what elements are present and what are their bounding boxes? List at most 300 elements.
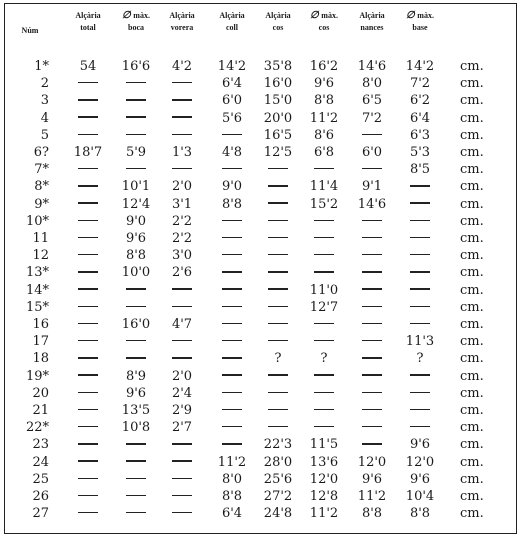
table-cell <box>268 264 288 281</box>
table-cell <box>410 178 430 195</box>
table-cell <box>410 419 430 436</box>
table-cell <box>222 230 242 247</box>
table-cell <box>126 488 146 505</box>
table-cell: 14'2 <box>217 59 247 74</box>
empty-dash <box>314 340 334 341</box>
table-cell: ? <box>416 351 424 367</box>
table-cell <box>78 368 98 385</box>
empty-dash <box>222 254 242 255</box>
table-cell: 22'3 <box>263 437 293 453</box>
table-cell: 7'2 <box>409 76 431 92</box>
empty-dash <box>362 323 382 324</box>
row-number: 16 <box>32 317 49 332</box>
empty-dash <box>78 202 98 203</box>
table-row <box>0 471 523 488</box>
table-cell <box>172 282 192 299</box>
table-row <box>0 161 523 178</box>
table-cell: 14'6 <box>357 59 387 74</box>
table-cell <box>78 385 98 402</box>
table-cell: 6'4 <box>221 76 243 92</box>
diameter-symbol: ∅ <box>122 10 134 21</box>
table-cell <box>362 247 382 264</box>
table-cell <box>268 419 288 436</box>
table-cell <box>78 247 98 264</box>
unit-label: cm. <box>460 93 484 109</box>
table-cell: 15'0 <box>263 93 293 109</box>
empty-dash <box>362 288 382 289</box>
empty-dash <box>268 168 288 169</box>
empty-dash <box>222 374 242 375</box>
empty-dash <box>78 443 98 444</box>
table-cell <box>314 247 334 264</box>
table-cell: 6'4 <box>409 110 431 126</box>
empty-dash <box>268 323 288 324</box>
table-cell <box>268 402 288 419</box>
row-number: 10* <box>25 213 49 229</box>
column-header <box>22 25 39 37</box>
empty-dash <box>222 306 242 307</box>
empty-dash <box>126 168 146 169</box>
table-cell <box>268 368 288 385</box>
empty-dash <box>268 409 288 410</box>
empty-dash <box>410 271 430 272</box>
row-number: 7* <box>34 162 49 178</box>
unit-label: cm. <box>460 351 484 367</box>
table-row <box>0 282 523 299</box>
row-number: 11 <box>32 231 49 246</box>
table-cell <box>222 316 242 333</box>
table-cell: 11'2 <box>309 506 339 522</box>
empty-dash <box>78 357 98 358</box>
empty-dash <box>78 478 98 479</box>
unit-label: cm. <box>460 213 484 229</box>
table-cell: 5'6 <box>221 110 243 126</box>
table-cell <box>126 454 146 471</box>
row-number: 2 <box>40 76 49 92</box>
table-cell: 9'0 <box>125 213 147 229</box>
column-header-line: Alçària <box>359 11 385 20</box>
table-cell: 8'6 <box>313 127 335 143</box>
empty-dash <box>268 288 288 289</box>
table-cell: 16'0 <box>121 317 151 332</box>
table-cell <box>410 213 430 230</box>
column-header <box>122 10 150 34</box>
table-cell: ? <box>320 351 328 367</box>
table-cell: 9'6 <box>409 471 431 487</box>
table-cell: 16'0 <box>263 76 293 92</box>
table-cell <box>410 368 430 385</box>
table-cell: 2'2 <box>171 231 193 246</box>
row-number: 23 <box>32 437 49 453</box>
table-cell: 6'2 <box>409 93 431 109</box>
table-cell <box>314 316 334 333</box>
column-header-line: boca <box>127 23 144 32</box>
table-row <box>0 178 523 195</box>
table-cell: 11'4 <box>309 179 339 195</box>
table-cell <box>314 161 334 178</box>
unit-label: cm. <box>460 196 484 212</box>
table-cell <box>362 299 382 316</box>
table-cell: 16'2 <box>309 59 339 74</box>
table-row <box>0 213 523 230</box>
table-cell <box>78 178 98 195</box>
empty-dash <box>126 116 146 117</box>
empty-dash <box>126 82 146 83</box>
table-cell <box>362 402 382 419</box>
table-cell <box>172 92 192 109</box>
empty-dash <box>78 237 98 238</box>
table-cell <box>268 161 288 178</box>
table-cell: 4'7 <box>171 317 193 332</box>
table-cell <box>172 350 192 367</box>
table-cell <box>362 436 382 453</box>
table-cell: 28'0 <box>263 454 293 470</box>
empty-dash <box>78 495 98 496</box>
table-cell: 6'0 <box>361 145 383 160</box>
empty-dash <box>78 288 98 289</box>
table-cell <box>78 488 98 505</box>
table-cell <box>222 161 242 178</box>
table-cell <box>222 213 242 230</box>
table-cell <box>172 127 192 144</box>
empty-dash <box>314 271 334 272</box>
table-cell <box>222 299 242 316</box>
column-header-line: cos <box>318 23 330 32</box>
unit-label: cm. <box>460 437 484 453</box>
table-cell: 54 <box>79 59 97 74</box>
empty-dash <box>78 271 98 272</box>
column-header-line: Alçària <box>169 11 195 20</box>
empty-dash <box>78 168 98 169</box>
table-row <box>0 127 523 144</box>
table-cell: 10'1 <box>121 179 151 195</box>
empty-dash <box>268 237 288 238</box>
unit-label: cm. <box>460 145 484 160</box>
table-cell: 6'3 <box>409 127 431 143</box>
column-header-line: vorera <box>170 23 194 32</box>
unit-label: cm. <box>460 162 484 178</box>
table-cell: 9'1 <box>361 179 383 195</box>
table-cell <box>78 196 98 213</box>
table-cell: 35'8 <box>263 59 293 74</box>
empty-dash <box>362 340 382 341</box>
table-cell <box>78 454 98 471</box>
table-cell <box>268 316 288 333</box>
unit-label: cm. <box>460 127 484 143</box>
unit-label: cm. <box>460 59 484 74</box>
row-number: 21 <box>32 403 49 418</box>
table-cell <box>78 419 98 436</box>
table-cell: 12'7 <box>309 299 339 315</box>
table-cell: 4'2 <box>171 59 193 74</box>
table-cell <box>78 213 98 230</box>
table-cell <box>268 282 288 299</box>
empty-dash <box>126 99 146 100</box>
unit-label: cm. <box>460 385 484 401</box>
empty-dash <box>78 323 98 324</box>
empty-dash <box>172 357 192 358</box>
table-cell <box>410 247 430 264</box>
table-cell: 18'7 <box>73 145 103 160</box>
column-header-line: Alçària <box>265 11 291 20</box>
table-cell: 8'5 <box>409 162 431 178</box>
empty-dash <box>78 185 98 186</box>
empty-dash <box>268 185 288 186</box>
table-cell: 6'5 <box>361 93 383 109</box>
empty-dash <box>222 426 242 427</box>
column-header-line: Alçària <box>75 11 101 20</box>
table-cell <box>362 385 382 402</box>
table-cell: 11'2 <box>309 110 339 126</box>
row-number: 20 <box>32 385 49 401</box>
table-cell <box>362 264 382 281</box>
table-cell <box>126 110 146 127</box>
table-cell <box>172 505 192 522</box>
empty-dash <box>126 134 146 135</box>
table-cell <box>410 282 430 299</box>
empty-dash <box>172 495 192 496</box>
empty-dash <box>126 512 146 513</box>
unit-label: cm. <box>460 506 484 522</box>
table-cell <box>222 402 242 419</box>
table-cell: 14'6 <box>357 196 387 212</box>
empty-dash <box>314 323 334 324</box>
empty-dash <box>362 306 382 307</box>
column-header <box>265 10 290 34</box>
table-cell <box>410 196 430 213</box>
table-cell: 25'6 <box>263 471 293 487</box>
row-number: 1* <box>34 59 49 74</box>
table-cell: 2'6 <box>171 265 193 281</box>
empty-dash <box>78 134 98 135</box>
column-header-line: coll <box>225 23 238 32</box>
empty-dash <box>362 392 382 393</box>
table-cell: 8'8 <box>125 248 147 264</box>
column-header <box>75 10 100 34</box>
column-header-line: nances <box>360 23 384 32</box>
table-cell <box>78 92 98 109</box>
empty-dash <box>314 168 334 169</box>
table-cell: 7'2 <box>361 110 383 126</box>
table-cell <box>268 247 288 264</box>
row-number: 15* <box>25 299 49 315</box>
table-cell <box>314 419 334 436</box>
table-cell: 12'5 <box>263 145 293 160</box>
empty-dash <box>172 478 192 479</box>
empty-dash <box>410 323 430 324</box>
table-cell: 5'9 <box>125 145 147 160</box>
unit-label: cm. <box>460 282 484 298</box>
empty-dash <box>172 116 192 117</box>
table-cell <box>172 75 192 92</box>
column-header-line: cos <box>272 23 284 32</box>
table-cell: 10'8 <box>121 420 151 436</box>
table-cell <box>268 385 288 402</box>
empty-dash <box>362 443 382 444</box>
table-cell <box>410 264 430 281</box>
empty-dash <box>362 271 382 272</box>
empty-dash <box>314 237 334 238</box>
table-cell: 8'8 <box>409 506 431 522</box>
empty-dash <box>362 374 382 375</box>
empty-dash <box>222 409 242 410</box>
table-cell <box>222 385 242 402</box>
table-cell <box>126 75 146 92</box>
empty-dash <box>172 288 192 289</box>
table-cell <box>222 333 242 350</box>
empty-dash <box>268 220 288 221</box>
empty-dash <box>362 168 382 169</box>
unit-label: cm. <box>460 403 484 418</box>
row-number: 8* <box>34 179 49 195</box>
table-cell <box>314 264 334 281</box>
empty-dash <box>410 288 430 289</box>
empty-dash <box>410 237 430 238</box>
table-cell <box>78 264 98 281</box>
empty-dash <box>126 357 146 358</box>
table-cell <box>362 419 382 436</box>
table-cell: 9'6 <box>409 437 431 453</box>
row-number: 25 <box>32 471 49 487</box>
table-cell <box>362 161 382 178</box>
table-cell <box>222 368 242 385</box>
row-number: 19* <box>25 368 49 384</box>
row-number: 26 <box>32 489 49 504</box>
empty-dash <box>314 426 334 427</box>
empty-dash <box>126 288 146 289</box>
table-row <box>0 385 523 402</box>
table-cell <box>126 436 146 453</box>
empty-dash <box>78 116 98 117</box>
table-cell: 10'4 <box>405 489 435 504</box>
table-cell <box>78 316 98 333</box>
table-cell: 2'2 <box>171 213 193 229</box>
empty-dash <box>410 185 430 186</box>
table-cell <box>314 333 334 350</box>
table-row <box>0 196 523 213</box>
table-row <box>0 299 523 316</box>
table-row <box>0 92 523 109</box>
row-number: 5 <box>40 127 49 143</box>
empty-dash <box>222 340 242 341</box>
empty-dash <box>78 82 98 83</box>
table-row <box>0 316 523 333</box>
table-row <box>0 419 523 436</box>
table-row <box>0 264 523 281</box>
table-cell: 6'4 <box>221 506 243 522</box>
table-cell <box>172 471 192 488</box>
table-cell <box>78 333 98 350</box>
table-cell: 2'7 <box>171 420 193 436</box>
table-cell <box>222 436 242 453</box>
unit-label: cm. <box>460 471 484 487</box>
unit-label: cm. <box>460 248 484 264</box>
empty-dash <box>314 409 334 410</box>
table-cell <box>222 264 242 281</box>
column-header <box>219 10 244 34</box>
table-cell: 11'2 <box>217 454 247 470</box>
unit-label: cm. <box>460 179 484 195</box>
table-cell: 2'4 <box>171 385 193 401</box>
table-cell: 12'8 <box>309 489 339 504</box>
column-header <box>310 10 338 34</box>
empty-dash <box>172 82 192 83</box>
column-header <box>169 10 194 34</box>
table-cell <box>78 436 98 453</box>
column-header-line: base <box>412 23 428 32</box>
row-number: 12 <box>32 248 49 264</box>
table-cell <box>78 350 98 367</box>
table-row <box>0 402 523 419</box>
table-cell: 8'8 <box>361 506 383 522</box>
empty-dash <box>410 202 430 203</box>
table-cell <box>172 454 192 471</box>
table-cell <box>78 299 98 316</box>
table-cell <box>314 402 334 419</box>
table-cell: 12'0 <box>405 454 435 470</box>
table-cell <box>172 333 192 350</box>
table-cell <box>78 161 98 178</box>
empty-dash <box>362 220 382 221</box>
table-cell: 27'2 <box>263 489 293 504</box>
table-cell: 5'3 <box>409 145 431 160</box>
table-cell: 11'3 <box>405 334 435 350</box>
table-cell <box>362 127 382 144</box>
table-cell: 2'0 <box>171 179 193 195</box>
empty-dash <box>172 134 192 135</box>
table-cell <box>126 333 146 350</box>
row-number: 3 <box>40 93 49 109</box>
empty-dash <box>410 409 430 410</box>
empty-dash <box>126 340 146 341</box>
empty-dash <box>314 220 334 221</box>
empty-dash <box>222 392 242 393</box>
empty-dash <box>126 460 146 461</box>
empty-dash <box>78 409 98 410</box>
empty-dash <box>78 374 98 375</box>
column-header-line: Alçària <box>219 11 245 20</box>
empty-dash <box>78 512 98 513</box>
column-header-line: ∅ màx. <box>122 10 150 21</box>
empty-dash <box>268 340 288 341</box>
table-row <box>0 350 523 367</box>
unit-label: cm. <box>460 231 484 246</box>
table-cell <box>78 402 98 419</box>
row-number: 17 <box>32 334 49 350</box>
table-cell: ? <box>274 351 282 367</box>
table-cell <box>410 402 430 419</box>
table-cell: 2'0 <box>171 368 193 384</box>
table-cell: 8'9 <box>125 368 147 384</box>
table-cell <box>362 213 382 230</box>
empty-dash <box>222 443 242 444</box>
empty-dash <box>410 306 430 307</box>
table-cell <box>362 368 382 385</box>
table-cell <box>126 505 146 522</box>
table-cell: 6'8 <box>313 145 335 160</box>
empty-dash <box>410 254 430 255</box>
table-cell <box>268 333 288 350</box>
empty-dash <box>172 306 192 307</box>
empty-dash <box>222 134 242 135</box>
unit-label: cm. <box>460 489 484 504</box>
table-cell <box>172 488 192 505</box>
table-row <box>0 110 523 127</box>
empty-dash <box>268 374 288 375</box>
table-cell <box>362 333 382 350</box>
table-row <box>0 247 523 264</box>
empty-dash <box>222 237 242 238</box>
